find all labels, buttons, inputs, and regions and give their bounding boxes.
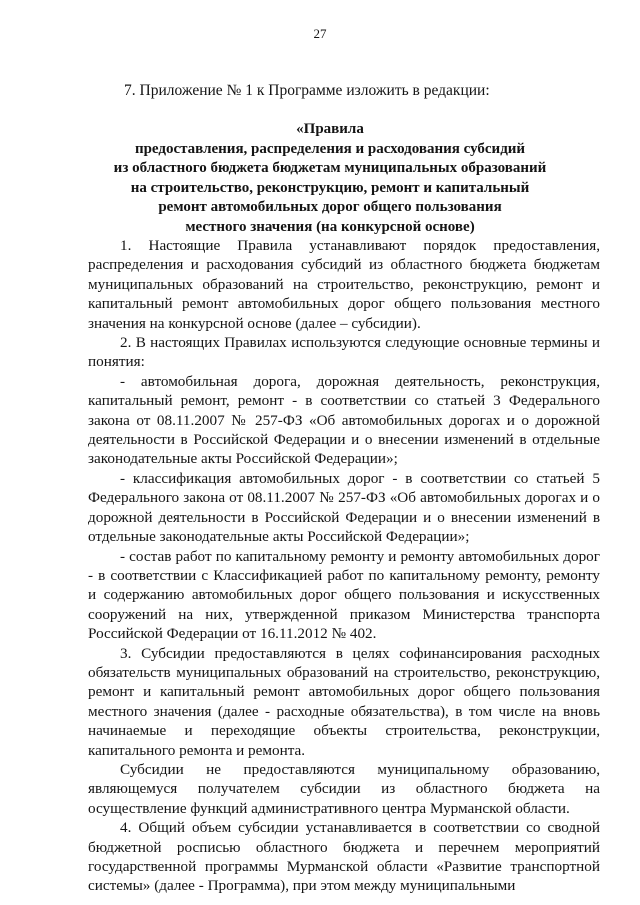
paragraph-1: 1. Настоящие Правила устанавливают порядок предоставления, распределения и расходования субсидий из областного бюджета бюджетам муниципальных образований на строительство, реконструкцию, ремонт и капитальный ремонт автомобильных дорог общего пользования местного значения на конкурсной основе (далее – субсидии). bbox=[88, 237, 600, 332]
document-body bbox=[88, 236, 600, 896]
rules-title bbox=[60, 120, 600, 238]
paragraph-3: 3. Субсидии предоставляются в целях софинансирования расходных обязательств муниципальных образований на строительство, реконструкцию, ремонт и капитальный ремонт автомобильных дорог общего пользования местного значения (далее - расходные обязательства), в том числе на вновь начинаемые и переходящие объекты строительства, реконструкции, капитального ремонта и ремонта. bbox=[88, 644, 600, 759]
amendment-intro: 7. Приложение № 1 к Программе изложить в редакции: bbox=[124, 82, 490, 99]
term-road-definition: - автомобильная дорога, дорожная деятельность, реконструкция, капитальный ремонт, ремонт - в соответствии со статьей 3 Федерального закона от 08.11.2007 № 257-ФЗ «Об автомобильных дорогах и о дорожной деятельности в Российской Федерации и о внесении изменений в отдельные законодательные акты Российской Федерации»; bbox=[88, 372, 600, 468]
paragraph-4: 4. Общий объем субсидии устанавливается в соответствии со сводной бюджетной росписью областного бюджета и перечнем мероприятий государственной программы Мурманской области «Развитие транспортной системы» (далее - Программа), при этом между муниципальными bbox=[88, 819, 600, 895]
title-line: ремонт автомобильных дорог общего пользования bbox=[158, 199, 502, 216]
term-classification: - классификация автомобильных дорог - в соответствии со статьей 5 Федерального закона от 08.11.2007 № 257-ФЗ «Об автомобильных дорогах и о дорожной деятельности в Российской Федерации и о внесении изменений в отдельные законодательные акты Российской Федерации»; bbox=[88, 469, 600, 546]
page-number: 27 bbox=[313, 26, 327, 41]
term-works-composition: - состав работ по капитальному ремонту и ремонту автомобильных дорог - в соответствии с Классификацией работ по капитальному ремонту, ремонту и содержанию автомобильных дорог общего пользования и искусственных сооружений на них, утвержденной приказом Министерства транспорта Российской Федерации от 16.11.2012 № 402. bbox=[88, 547, 600, 643]
title-line: «Правила bbox=[296, 121, 364, 137]
title-line: местного значения (на конкурсной основе) bbox=[185, 218, 475, 235]
paragraph-2: 2. В настоящих Правилах используются следующие основные термины и понятия: bbox=[88, 334, 600, 371]
title-line: на строительство, реконструкцию, ремонт и капитальный bbox=[130, 179, 530, 196]
paragraph-3-exception: Субсидии не предоставляются муниципальному образованию, являющемуся получателем субсидии из областного бюджета на осуществление функций административного центра Мурманской области. bbox=[88, 760, 600, 817]
title-line: предоставления, распределения и расходования субсидий bbox=[134, 140, 526, 157]
title-line: из областного бюджета бюджетам муниципальных образований bbox=[113, 160, 547, 177]
